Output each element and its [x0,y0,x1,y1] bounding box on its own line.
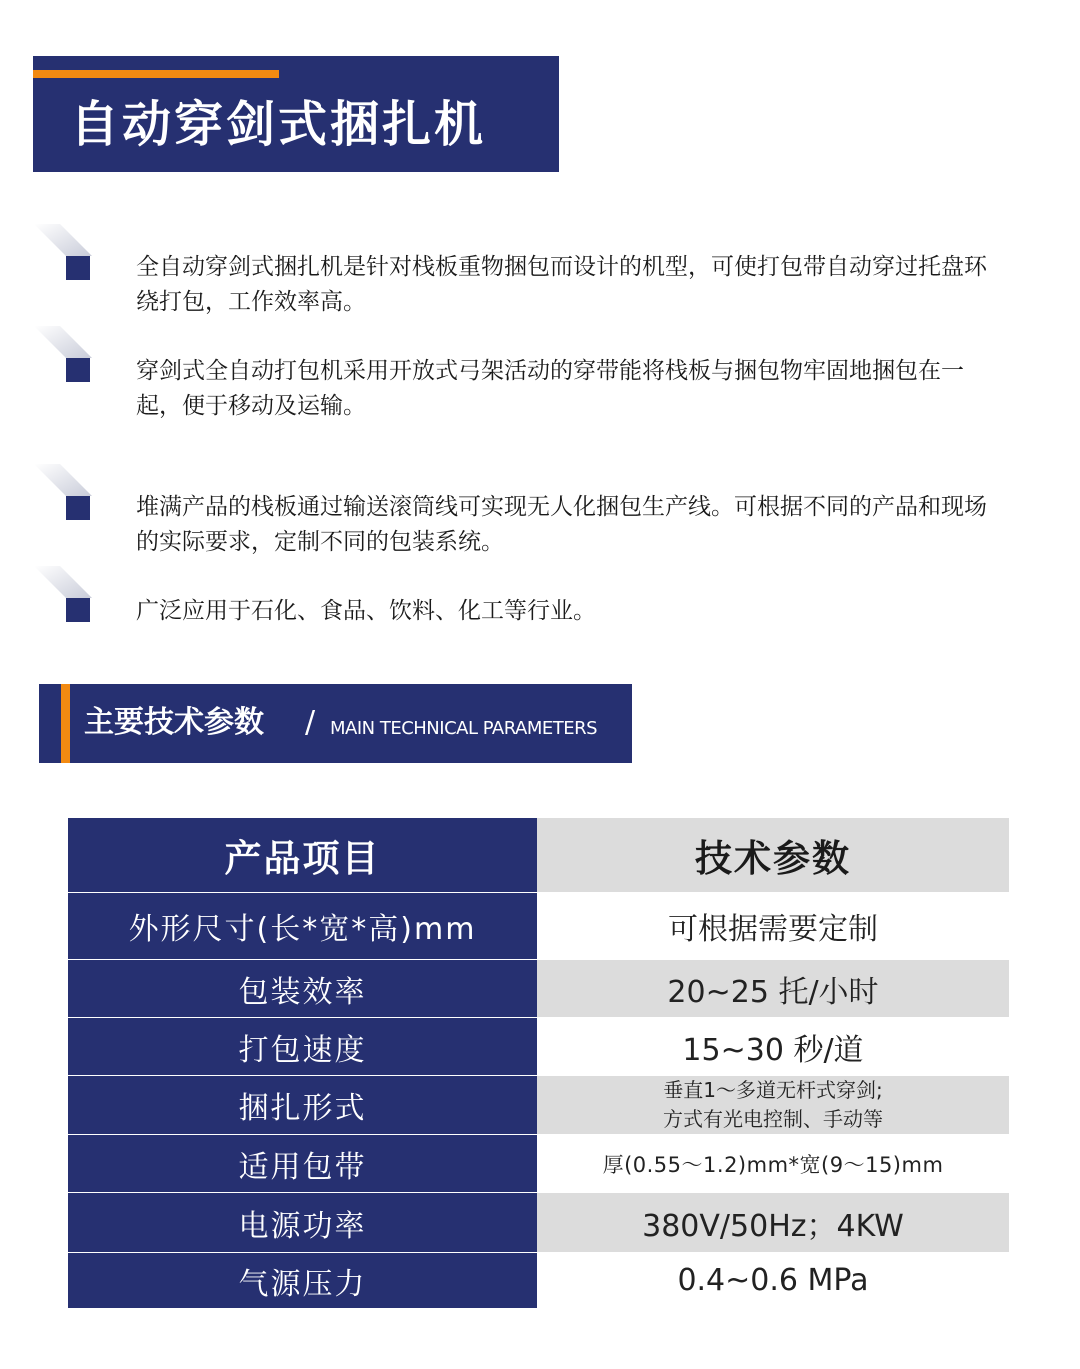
feature-text: 穿剑式全自动打包机采用开放式弓架活动的穿带能将栈板与捆包物牢固地捆包在一起，便于移动及运输。 [136,358,964,419]
table-cell-value [537,892,1009,959]
table-cell-value [537,959,1009,1017]
bullet-marker-icon [30,460,94,524]
table-row [68,1075,1009,1134]
table-header-row [68,818,1009,892]
title-accent-bar [33,70,279,78]
table-cell-item [68,959,537,1017]
header-label: 技术参数 [695,837,851,880]
table-cell-value [537,1252,1009,1308]
table-row [68,1017,1009,1075]
parameter-table [68,818,1009,1308]
item-value: 可根据需要定制 [668,912,878,947]
item-value: 15~30 秒/道 [682,1032,864,1068]
table-row [68,959,1009,1017]
feature-text: 全自动穿剑式捆扎机是针对栈板重物捆包而设计的机型，可使打包带自动穿过托盘环绕打包，工作效率高。 [136,254,987,315]
section-subtitle: MAIN TECHNICAL PARAMETERS [330,718,598,739]
table-cell-item [68,1252,537,1308]
item-value: 0.4~0.6 MPa [677,1263,869,1298]
item-value-line: 方式有光电控制、手动等 [663,1107,883,1131]
item-label: 外形尺寸(长*宽*高)mm [128,912,477,947]
item-value: 380V/50Hz；4KW [642,1208,904,1244]
bullet-marker-icon [30,322,94,386]
feature-text: 广泛应用于石化、食品、饮料、化工等行业。 [136,598,596,624]
page-title: 自动穿剑式捆扎机 [70,96,487,153]
table-cell-item [68,892,537,959]
table-cell-value [537,1075,1009,1134]
item-label: 气源压力 [238,1266,367,1302]
table-header-cell [537,818,1009,892]
table-row [68,1192,1009,1252]
item-label: 捆扎形式 [238,1091,367,1126]
item-label: 电源功率 [238,1208,367,1244]
bullet-marker-icon [30,562,94,626]
bullet-marker-icon [30,220,94,284]
item-label: 包装效率 [238,974,367,1010]
section-title: 主要技术参数 [84,705,264,740]
item-label: 适用包带 [238,1149,367,1185]
table-cell-value [537,1017,1009,1075]
table-row [68,892,1009,959]
section-accent-bar [61,684,70,763]
item-value: 厚(0.55～1.2)mm*宽(9～15)mm [602,1152,944,1177]
table-cell-item [68,1192,537,1252]
table-row [68,1134,1009,1192]
item-value: 20~25 托/小时 [667,974,879,1010]
table-header-cell [68,818,537,892]
table-cell-item [68,1134,537,1192]
table-cell-item [68,1075,537,1134]
table-cell-value [537,1134,1009,1192]
header-label: 产品项目 [224,837,381,880]
item-value-line: 垂直1～多道无杆式穿剑; [663,1078,883,1102]
feature-text: 堆满产品的栈板通过输送滚筒线可实现无人化捆包生产线。可根据不同的产品和现场的实际要求，定制不同的包装系统。 [136,494,987,555]
table-cell-value [537,1192,1009,1252]
table-row [68,1252,1009,1308]
table-cell-item [68,1017,537,1075]
item-label: 打包速度 [238,1032,367,1068]
section-divider: / [305,705,316,740]
